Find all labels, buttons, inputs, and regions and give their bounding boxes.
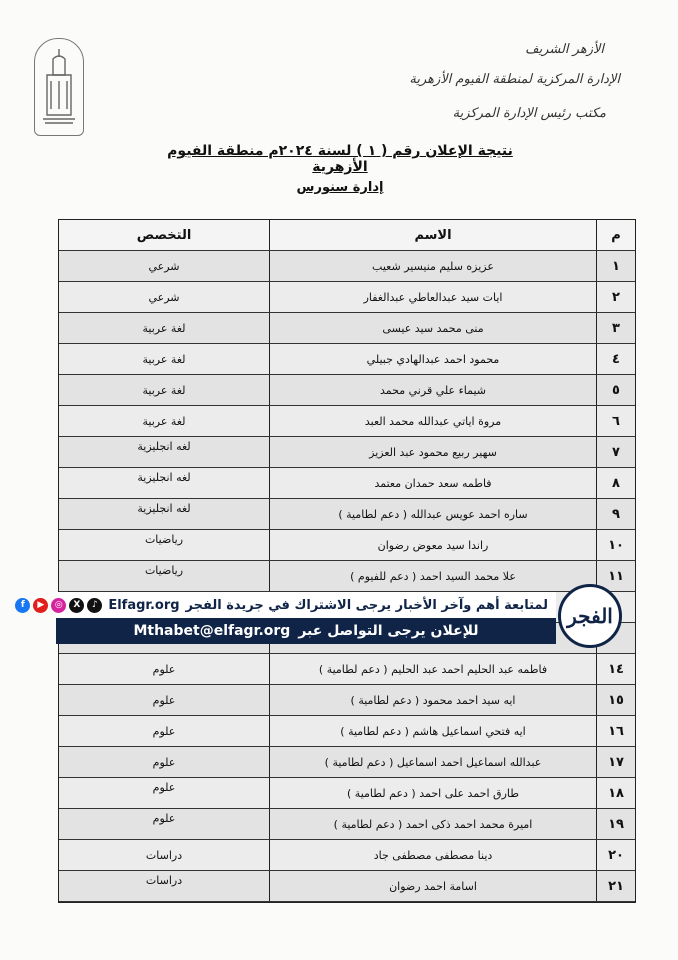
row-specialization: علوم [152, 755, 176, 769]
table-row [59, 654, 635, 685]
table-row [59, 747, 635, 778]
row-name: فاطمه عبد الحليم احمد عبد الحليم ( دعم لطامية ) [269, 654, 596, 684]
row-specialization: علوم [152, 693, 176, 707]
row-specialization: لغه انجليزية [137, 502, 191, 515]
table-row [59, 468, 635, 499]
contact-text: للإعلان يرجى التواصل عبر [298, 623, 479, 639]
row-specialization: لغه انجليزية [137, 440, 191, 453]
row-name: ساره احمد عويس عبدالله ( دعم لطامية ) [269, 499, 596, 529]
subscribe-banner[interactable] [20, 592, 556, 618]
table-row [59, 251, 635, 282]
row-number: ٧ [596, 437, 635, 467]
row-name: اسامة احمد رضوان [269, 871, 596, 901]
elfagr-logo[interactable]: الفجر [558, 584, 622, 648]
row-name: ايه فتحي اسماعيل هاشم ( دعم لطامية ) [269, 716, 596, 746]
header-spec: التخصص [136, 227, 192, 243]
row-number: ١٧ [596, 747, 635, 777]
row-name: دينا مصطفى مصطفى جاد [269, 840, 596, 870]
row-number: ٦ [596, 406, 635, 436]
table-row [59, 437, 635, 468]
row-specialization: لغة عربية [142, 383, 186, 397]
youtube-icon[interactable]: ▶ [33, 598, 48, 613]
x-icon[interactable]: X [69, 598, 84, 613]
document-title: نتيجة الإعلان رقم ( ١ ) لسنة ٢٠٢٤م منطقة الفيوم الأزهرية [167, 143, 513, 175]
row-specialization: رياضيات [144, 564, 184, 577]
table-row [59, 375, 635, 406]
row-specialization: لغه انجليزية [137, 471, 191, 484]
row-number: ٥ [596, 375, 635, 405]
table-row [59, 561, 635, 592]
header-line-office: مكتب رئيس الإدارة المركزية [452, 106, 606, 121]
row-specialization: علوم [152, 812, 176, 825]
row-number: ٩ [596, 499, 635, 529]
table-row [59, 313, 635, 344]
row-specialization: شرعي [148, 290, 180, 304]
table-row [59, 685, 635, 716]
row-name: ايات سيد عبدالعاطي عبدالغفار [269, 282, 596, 312]
advertising-banner[interactable] [56, 618, 556, 644]
row-name: راندا سيد معوض رضوان [269, 530, 596, 560]
row-name: فاطمه سعد حمدان معتمد [269, 468, 596, 498]
row-number: ١٤ [596, 654, 635, 684]
social-icons [15, 598, 102, 613]
site-link[interactable]: Elfagr.org [108, 597, 180, 613]
table-row [59, 344, 635, 375]
row-specialization: دراسات [145, 874, 183, 887]
row-number: ٤ [596, 344, 635, 374]
row-name: اميرة محمد احمد ذكى احمد ( دعم لطامية ) [269, 809, 596, 839]
table-row [59, 809, 635, 840]
row-name: شيماء علي قرني محمد [269, 375, 596, 405]
table-row [59, 406, 635, 437]
row-name: محمود احمد عبدالهادي جبيلي [269, 344, 596, 374]
row-specialization: شرعي [148, 259, 180, 273]
row-number: ٢١ [596, 871, 635, 901]
row-number: ١٠ [596, 530, 635, 560]
row-name: طارق احمد على احمد ( دعم لطامية ) [269, 778, 596, 808]
row-number: ١٥ [596, 685, 635, 715]
azhar-seal-icon [34, 38, 84, 136]
table-row [59, 778, 635, 809]
row-name: عبدالله اسماعيل احمد اسماعيل ( دعم لطامية ) [269, 747, 596, 777]
facebook-icon[interactable]: f [15, 598, 30, 613]
row-specialization: علوم [152, 781, 176, 794]
row-name: سهير ربيع محمود عبد العزيز [269, 437, 596, 467]
row-specialization: علوم [152, 662, 176, 676]
instagram-icon[interactable]: ◎ [51, 598, 66, 613]
row-name: منى محمد سيد عيسى [269, 313, 596, 343]
row-name: مروة اياتي عبدالله محمد العبد [269, 406, 596, 436]
header-line-azhar: الأزهر الشريف [525, 42, 604, 57]
row-specialization: رياضيات [144, 533, 184, 546]
table-row [59, 871, 635, 902]
row-number: ١ [596, 251, 635, 281]
row-specialization: لغة عربية [142, 352, 186, 366]
row-specialization: دراسات [145, 848, 183, 862]
header-num: م [596, 220, 635, 250]
table-row [59, 716, 635, 747]
table-row [59, 530, 635, 561]
row-specialization: لغة عربية [142, 321, 186, 335]
contact-email[interactable]: Mthabet@elfagr.org [133, 623, 291, 639]
table-row [59, 499, 635, 530]
tiktok-icon[interactable]: ♪ [87, 598, 102, 613]
row-number: ٣ [596, 313, 635, 343]
row-number: ٨ [596, 468, 635, 498]
row-number: ٢٠ [596, 840, 635, 870]
row-specialization: لغة عربية [142, 414, 186, 428]
header-line-administration: الإدارة المركزية لمنطقة الفيوم الأزهرية [409, 72, 620, 87]
table-row [59, 282, 635, 313]
row-number: ١١ [596, 561, 635, 591]
subscribe-promo-text: لمتابعة أهم وآخر الأخبار يرجى الاشتراك في جريدة الفجر [185, 597, 548, 613]
row-name: علا محمد السيد احمد ( دعم للفيوم ) [269, 561, 596, 591]
document-subtitle: إدارة سنورس [296, 180, 384, 195]
row-number: ٢ [596, 282, 635, 312]
row-name: عزيزه سليم منيسير شعيب [269, 251, 596, 281]
row-number: ١٩ [596, 809, 635, 839]
header-name: الاسم [269, 220, 596, 250]
table-row [59, 840, 635, 871]
table-header-row [59, 220, 635, 251]
row-number: ١٨ [596, 778, 635, 808]
row-number: ١٦ [596, 716, 635, 746]
row-name: ايه سيد احمد محمود ( دعم لطامية ) [269, 685, 596, 715]
results-table [58, 219, 636, 903]
row-specialization: علوم [152, 724, 176, 738]
